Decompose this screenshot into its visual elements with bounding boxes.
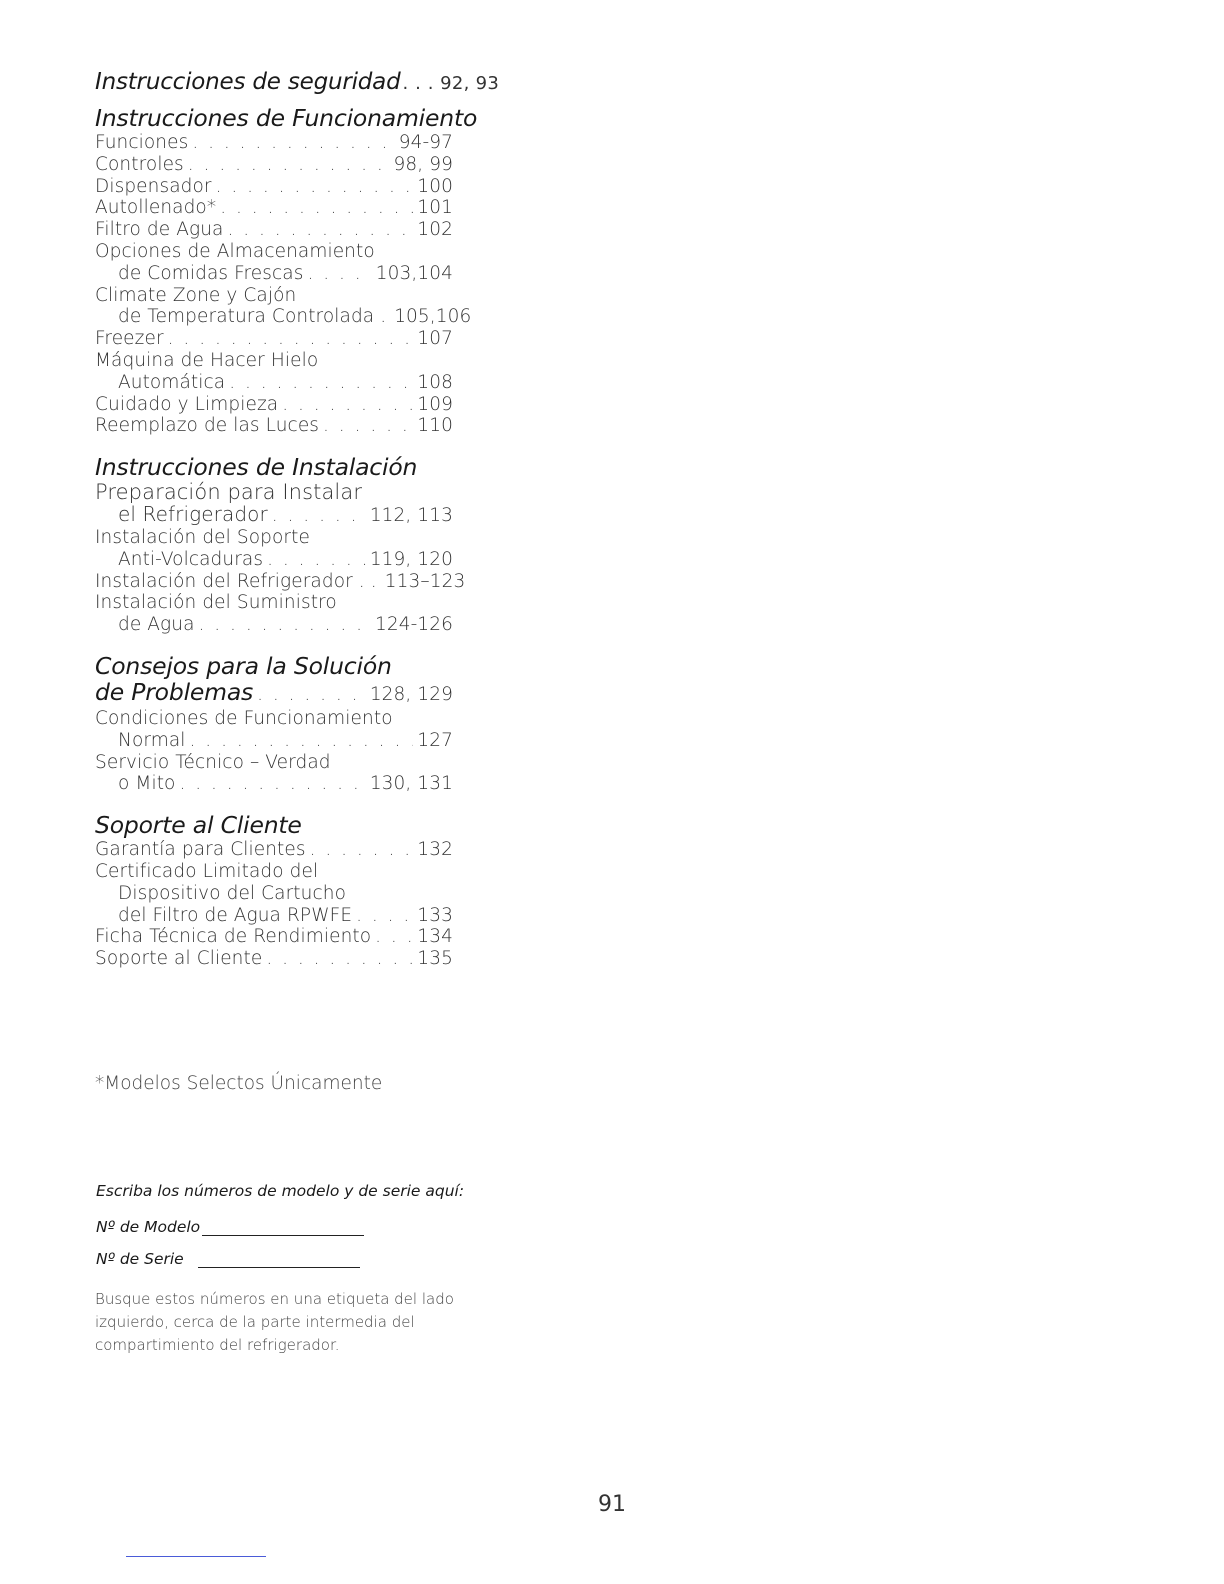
entry-label: del Filtro de Agua RPWFE	[118, 904, 353, 926]
leader-dots	[188, 154, 390, 176]
toc-entry[interactable]	[95, 263, 453, 285]
entry-label: Certificado Limitado del	[95, 860, 319, 882]
entry-label: Automática	[118, 371, 226, 393]
toc-entry[interactable]	[95, 730, 453, 752]
entry-page: 134	[417, 926, 453, 948]
operating-heading: Instrucciones de Funcionamiento	[95, 104, 478, 132]
toc-entry[interactable]	[95, 926, 453, 948]
entry-page: 110	[417, 415, 453, 437]
toc-section-safety[interactable]	[95, 68, 500, 98]
toc-entry-heading	[95, 527, 453, 549]
installation-entries	[95, 480, 466, 636]
toc-entry[interactable]	[95, 773, 453, 795]
entry-label: Controles	[95, 153, 184, 175]
operating-entries	[95, 132, 472, 437]
toc-entry[interactable]	[95, 415, 453, 437]
troubleshooting-heading: Consejos para la Solución	[95, 651, 392, 680]
toc-entry-heading	[95, 708, 453, 730]
leader-dots	[216, 176, 414, 198]
leader-dots	[307, 263, 371, 285]
leader-dots	[257, 682, 366, 708]
entry-page: 124-126	[375, 614, 453, 636]
entry-label: Instalación del Refrigerador . .	[95, 570, 377, 592]
entry-page: 101	[417, 197, 453, 219]
entry-label: Anti-Volcaduras	[118, 548, 264, 570]
page-number: 91	[598, 1492, 626, 1517]
leader-dots	[220, 197, 413, 219]
entry-label: Cuidado y Limpieza	[95, 393, 279, 415]
support-entries	[95, 839, 453, 970]
toc-entry[interactable]	[95, 328, 453, 350]
toc-entry-heading	[95, 481, 453, 504]
model-number-line	[96, 1218, 464, 1236]
entry-page: 127	[417, 729, 453, 751]
leader-dots	[229, 372, 413, 394]
entry-page: 130, 131	[369, 773, 453, 795]
toc-entry[interactable]	[95, 905, 453, 927]
toc-section-troubleshooting[interactable]	[95, 677, 453, 708]
entry-label: Instalación del Suministro	[95, 592, 337, 614]
toc-entry[interactable]	[95, 839, 453, 861]
leader-dots	[266, 948, 413, 970]
section-gap	[95, 636, 453, 652]
entry-label: Dispensador	[95, 175, 212, 197]
leader-dots	[227, 219, 413, 241]
table-of-contents	[95, 68, 500, 970]
entry-page: 113–123	[384, 570, 466, 592]
entry-page: 107	[417, 328, 453, 350]
entry-page: 105,106	[394, 306, 472, 328]
footnote: *Modelos Selectos Únicamente	[95, 1073, 383, 1094]
toc-entry-heading	[95, 592, 453, 614]
entry-label: Garantía para Clientes	[95, 839, 306, 861]
entry-label: Autollenado*	[95, 197, 217, 219]
entry-label: Dispositivo del Cartucho	[118, 882, 347, 904]
entry-page: 135	[417, 948, 453, 970]
entry-page: 112, 113	[369, 505, 453, 527]
footer-rule	[126, 1556, 266, 1557]
toc-entry-heading	[95, 285, 453, 307]
installation-heading: Instrucciones de Instalación	[95, 453, 418, 482]
support-heading: Soporte al Cliente	[95, 811, 302, 840]
serial-number-blank[interactable]	[198, 1251, 360, 1268]
entry-page: 132	[417, 839, 453, 861]
toc-entry[interactable]	[95, 132, 453, 154]
entry-page: 109	[417, 393, 453, 415]
toc-entry-heading	[95, 350, 453, 372]
toc-entry[interactable]	[95, 154, 453, 176]
entry-label: Soporte al Cliente	[95, 948, 263, 970]
toc-entry[interactable]	[95, 394, 453, 416]
entry-label: Servicio Técnico – Verdad	[95, 751, 331, 773]
safety-heading: Instrucciones de seguridad	[95, 69, 401, 95]
serial-number-line	[96, 1250, 464, 1268]
toc-entry-heading	[95, 241, 453, 263]
toc-entry[interactable]	[95, 306, 472, 328]
leader-dots	[356, 905, 413, 927]
leader-dots	[192, 132, 394, 154]
serial-label: Nº de Serie	[96, 1250, 184, 1268]
safety-pages: 92, 93	[440, 73, 500, 94]
troubleshooting-entries	[95, 708, 453, 795]
leader-dots	[199, 614, 371, 636]
entry-label: Opciones de Almacenamiento	[95, 240, 375, 262]
leader-dots	[323, 415, 413, 437]
leader-dots	[179, 773, 365, 795]
entry-label: Condiciones de Funcionamiento	[95, 707, 393, 729]
section-gap	[95, 437, 453, 453]
entry-page: 103,104	[375, 262, 453, 284]
troubleshooting-pages: 128, 129	[369, 683, 453, 705]
entry-label: Normal	[118, 729, 186, 751]
entry-label: o Mito	[118, 773, 176, 795]
leader-dots	[282, 394, 413, 416]
toc-entry-heading	[95, 883, 453, 905]
find-numbers-text: Busque estos números en una etiqueta del lado izquierdo, cerca de la parte intermedia del compartimiento del refrigerador.	[95, 1290, 454, 1354]
leader-dots	[375, 926, 413, 948]
entry-page: 119, 120	[369, 548, 453, 570]
toc-entry[interactable]	[95, 176, 453, 198]
toc-entry[interactable]	[95, 504, 453, 527]
toc-entry[interactable]	[95, 549, 453, 571]
entry-label: Climate Zone y Cajón	[95, 284, 297, 306]
entry-page: 100	[417, 175, 453, 197]
entry-page: 94-97	[398, 132, 453, 153]
leader-dots	[310, 839, 414, 861]
toc-entry[interactable]	[95, 614, 453, 636]
leader-dots	[272, 505, 366, 527]
entry-label: de Temperatura Controlada .	[118, 306, 387, 328]
entry-label: Máquina de Hacer Hielo	[95, 349, 319, 371]
toc-entry[interactable]	[95, 570, 466, 593]
toc-entry[interactable]	[95, 197, 453, 219]
toc-entry[interactable]	[95, 219, 453, 241]
entry-page: 108	[417, 371, 453, 393]
entry-label: Filtro de Agua	[95, 219, 224, 241]
toc-entry[interactable]	[95, 372, 453, 394]
entry-label: Ficha Técnica de Rendimiento	[95, 926, 372, 948]
model-serial-record	[96, 1182, 464, 1282]
entry-page: 133	[417, 904, 453, 926]
troubleshooting-heading-line2: de Problemas	[95, 677, 254, 706]
model-label: Nº de Modelo	[96, 1218, 201, 1236]
leader-dots	[190, 730, 414, 752]
toc-entry-heading	[95, 861, 453, 883]
entry-label: de Agua	[118, 614, 195, 636]
entry-label: Funciones	[95, 132, 189, 153]
model-number-blank[interactable]	[202, 1219, 364, 1236]
record-heading: Escriba los números de modelo y de serie aquí:	[96, 1182, 465, 1200]
entry-page: 98, 99	[393, 153, 453, 175]
entry-label: de Comidas Frescas	[118, 262, 304, 284]
entry-label: Instalación del Soporte	[95, 526, 310, 548]
toc-entry-heading	[95, 752, 453, 774]
toc-entry[interactable]	[95, 948, 453, 970]
entry-label: el Refrigerador	[118, 502, 268, 527]
entry-label: Preparación para Instalar	[95, 480, 363, 505]
section-gap	[95, 795, 453, 811]
entry-label: Freezer	[95, 328, 164, 350]
safety-dots: . . .	[402, 73, 435, 94]
leader-dots	[168, 328, 414, 350]
leader-dots	[267, 549, 366, 571]
entry-page: 102	[417, 219, 453, 241]
entry-label: Reemplazo de las Luces	[95, 415, 320, 437]
